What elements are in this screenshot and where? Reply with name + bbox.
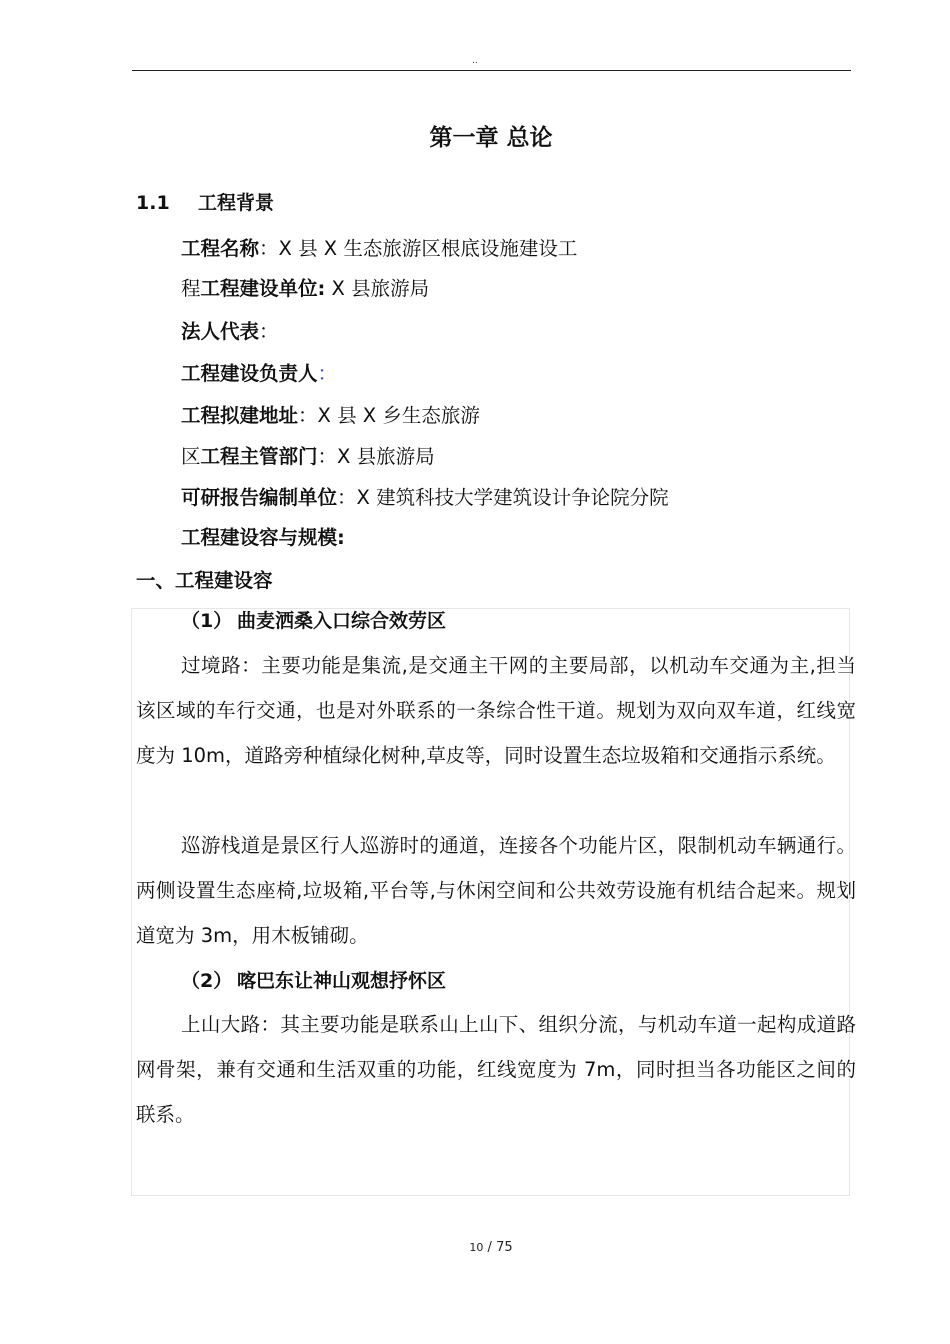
project-name-value: X 县 X 生态旅游区根底设施建设工 — [278, 237, 578, 260]
dept-label: 工程主管部门 — [200, 445, 318, 468]
zone-2-title — [181, 967, 446, 995]
chapter-title: 第一章 总论 — [429, 125, 553, 151]
zone-2-name: 喀巴东让神山观想抒怀区 — [237, 970, 447, 992]
project-name-wrap: 程 — [181, 277, 201, 300]
scope-line: 工程建设容与规模: — [181, 526, 345, 549]
paragraph-bypass-road: 过境路：主要功能是集流,是交通主干网的主要局部，以机动车交通为主,担当该区域的车行交通，也是对外联系的一条综合性干道。规划为双向双车道，红线宽度为 10m，道路旁种植绿化树种,草皮等，同时设置生态垃圾箱和交通指示系统。 — [136, 654, 856, 767]
zone-1-name: 曲麦洒桑入口综合效劳区 — [237, 610, 447, 632]
section-number: 1.1 — [136, 192, 170, 214]
report-line — [181, 483, 669, 513]
header-mark: .. — [472, 56, 478, 66]
manager-line — [181, 359, 337, 389]
site-line — [181, 401, 480, 431]
dept-line — [181, 442, 435, 472]
builder-label: 工程建设单位: — [200, 277, 326, 300]
header-rule — [132, 70, 851, 71]
site-value: X 县 X 乡生态旅游 — [317, 404, 480, 427]
manager-sep: ： — [317, 362, 338, 385]
zone-2-number: （2） — [181, 970, 233, 992]
page-separator: / — [487, 1240, 492, 1255]
manager-label: 工程建设负责人 — [181, 362, 318, 385]
subsection-title: 一、工程建设容 — [136, 569, 273, 592]
dept-value: X 县旅游局 — [337, 445, 435, 468]
project-name-sep: ： — [259, 237, 279, 260]
legal-rep-sep: ： — [259, 320, 279, 343]
site-wrap: 区 — [181, 445, 201, 468]
paragraph-mountain-road: 上山大路：其主要功能是联系山上山下、组织分流，与机动车道一起构成道路网骨架，兼有交通和生活双重的功能，红线宽度为 7m，同时担当各功能区之间的联系。 — [136, 1013, 856, 1126]
legal-rep-label: 法人代表 — [181, 320, 260, 343]
report-label: 可研报告编制单位 — [181, 486, 338, 509]
report-sep: ： — [337, 486, 357, 509]
section-heading — [136, 188, 274, 218]
builder-value: X 县旅游局 — [325, 277, 430, 300]
current-page: 10 — [469, 1241, 484, 1254]
builder-line — [181, 274, 429, 304]
report-value: X 建筑科技大学建筑设计争论院分院 — [356, 486, 669, 509]
project-name-label: 工程名称 — [181, 237, 260, 260]
legal-rep-line — [181, 317, 279, 347]
total-pages: 75 — [496, 1240, 513, 1255]
zone-1-title — [181, 607, 446, 635]
project-name-line — [181, 234, 577, 264]
site-sep: ： — [298, 404, 318, 427]
paragraph-walkway: 巡游栈道是景区行人巡游时的通道，连接各个功能片区，限制机动车辆通行。两侧设置生态座椅,垃圾箱,平台等,与休闲空间和公共效劳设施有机结合起来。规划道宽为 3m，用木板铺砌。 — [136, 834, 856, 947]
zone-1-number: （1） — [181, 610, 233, 632]
section-title: 工程背景 — [198, 192, 275, 214]
page-number — [0, 1240, 950, 1255]
dept-sep: ： — [317, 445, 338, 468]
site-label: 工程拟建地址 — [181, 404, 299, 427]
